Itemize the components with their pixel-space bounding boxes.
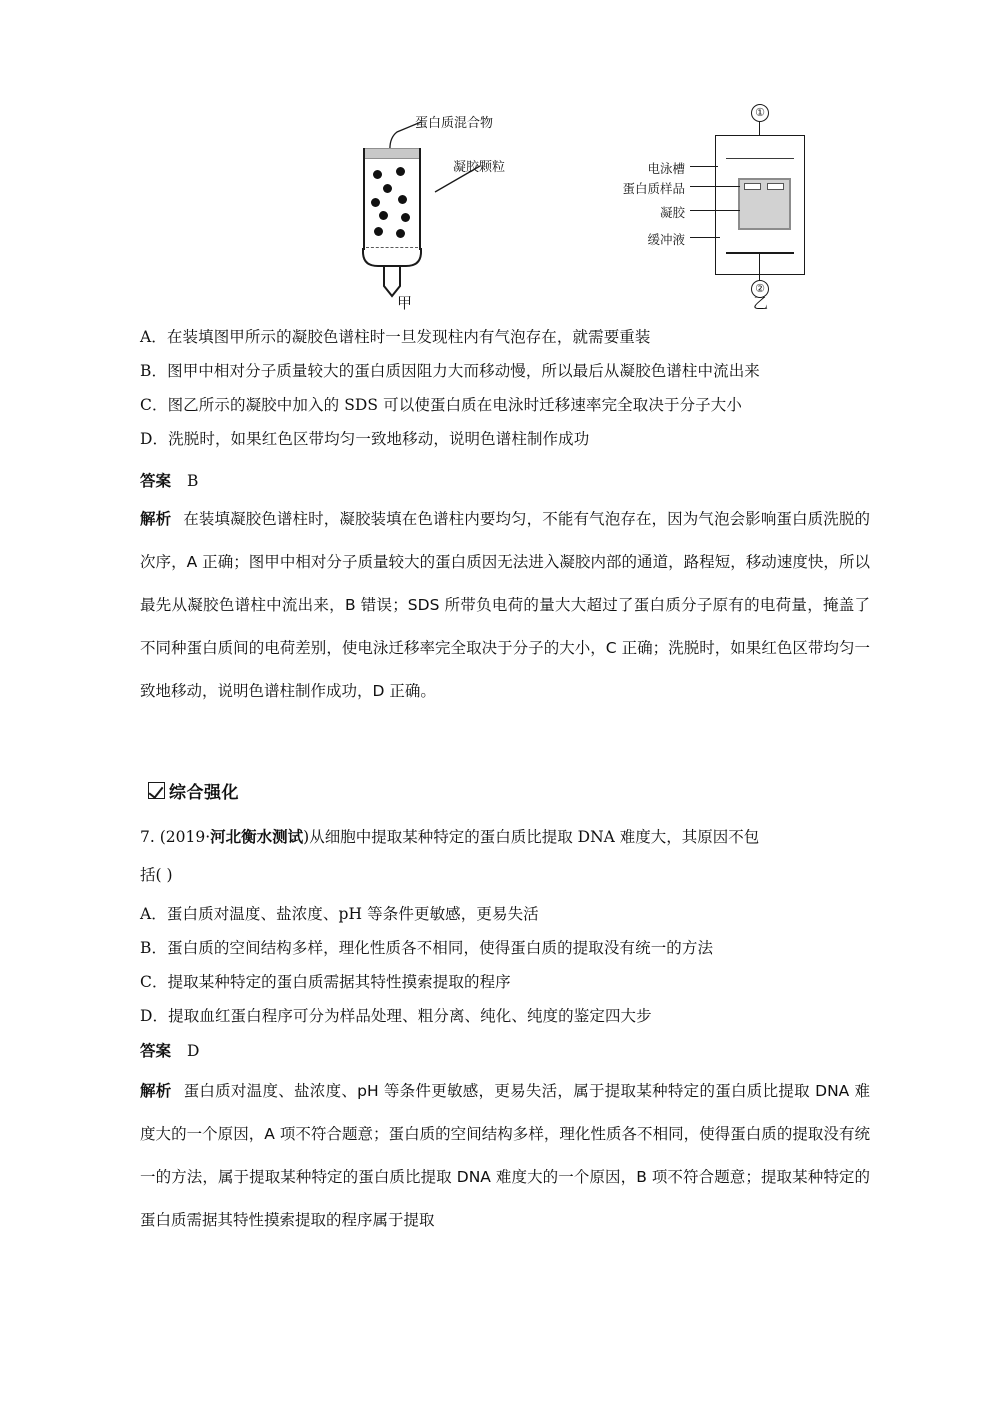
option-label-b: B．: [140, 362, 168, 380]
question7-stem-line2: 括( ): [140, 866, 173, 884]
analysis-label-q6: 解析: [140, 510, 172, 528]
option-text-b: 蛋白质的空间结构多样，理化性质各不相同，使得蛋白质的提取没有统一的方法: [167, 939, 714, 957]
section-title-text: 综合强化: [169, 783, 239, 803]
answer-label-q7: 答案: [140, 1042, 172, 1060]
label-gel: 凝胶: [659, 205, 685, 220]
section-header-comprehensive: [148, 778, 239, 803]
question6-analysis: [140, 498, 870, 713]
question7-stem: [140, 818, 870, 894]
option-row-d: [140, 999, 870, 1033]
electrode-terminal-2: ②: [751, 280, 769, 298]
checkbox-checked-icon: [148, 782, 165, 799]
option-text-a: 蛋白质对温度、盐浓度、pH 等条件更敏感，更易失活: [166, 905, 539, 923]
question6-options: [140, 320, 870, 456]
question7-analysis: [140, 1070, 870, 1242]
option-label-c: C．: [140, 973, 168, 991]
electrode-terminal-1: ①: [751, 104, 769, 122]
analysis-text-q6: 在装填凝胶色谱柱时，凝胶装填在色谱柱内要均匀，不能有气泡存在，因为气泡会影响蛋白质洗脱的次序，A 正确；图甲中相对分子质量较大的蛋白质因无法进入凝胶内部的通道，路程短，移动速度快，所以最先从凝胶色谱柱中流出来，B 错误；SDS 所带负电荷的量大大超过了蛋白质分子原有的电荷量，掩盖了不同种蛋白质间的电荷差别，使电泳迁移率完全取决于分子的大小，C 正确；洗脱时，如果红色区带均匀一致地移动，说明色谱柱制作成功，D 正确。: [140, 510, 870, 700]
question7-suffix: )从细胞中提取某种特定的蛋白质比提取 DNA 难度大，其原因不包: [303, 828, 760, 846]
option-row-b: [140, 354, 870, 388]
question7-number: 7.: [140, 828, 155, 846]
label-electrophoresis-tank: 电泳槽: [647, 161, 685, 176]
leader-line-tank: [690, 166, 718, 167]
sample-well: [744, 183, 761, 190]
analysis-text-q7: 蛋白质对温度、盐浓度、pH 等条件更敏感，更易失活，属于提取某种特定的蛋白质比提取 DNA 难度大的一个原因，A 项不符合题意；蛋白质的空间结构多样，理化性质各不相同，使得蛋白质的提取没有统一的方法，属于提取某种特定的蛋白质比提取 DNA 难度大的一个原因，B 项不符合题意；提取某种特定的蛋白质需据其特性摸索提取的程序属于提取: [140, 1082, 870, 1229]
figure-caption-jia: 甲: [397, 294, 413, 312]
leader-line-buffer: [690, 237, 720, 238]
answer-label-q6: 答案: [140, 472, 172, 490]
option-row-a: [140, 897, 870, 931]
label-buffer: 缓冲液: [647, 232, 685, 247]
answer-value-q6: B: [187, 472, 199, 490]
option-text-d: 洗脱时，如果红色区带均匀一致地移动，说明色谱柱制作成功: [168, 430, 590, 448]
electrode-plate-top: [726, 158, 794, 159]
question7-options: [140, 897, 870, 1033]
option-text-c: 图乙所示的凝胶中加入的 SDS 可以使蛋白质在电泳时迁移速率完全取决于分子大小: [167, 396, 742, 414]
option-row-c: [140, 388, 870, 422]
figure-gel-chromatography-column: [335, 100, 535, 320]
answer-value-q7: D: [187, 1042, 200, 1060]
option-text-a: 在装填图甲所示的凝胶色谱柱时一旦发现柱内有气泡存在，就需要重装: [166, 328, 651, 346]
question7-source: 河北衡水测试: [210, 828, 304, 846]
question7-stem-line1: [140, 818, 870, 856]
option-row-a: [140, 320, 870, 354]
option-label-d: D．: [140, 1007, 169, 1025]
option-label-d: D．: [140, 430, 169, 448]
question7-prefix: (2019·: [159, 828, 211, 846]
option-text-c: 提取某种特定的蛋白质需据其特性摸索提取的程序: [167, 973, 511, 991]
option-row-c: [140, 965, 870, 999]
figure-group: [140, 100, 870, 320]
option-label-b: B．: [140, 939, 168, 957]
electrode-plate-bottom: [726, 252, 794, 254]
question6-answer: [140, 462, 870, 500]
column-outlet: [335, 100, 535, 320]
leader-line-sample: [690, 186, 740, 187]
label-gel-beads: 凝胶颗粒: [453, 160, 506, 175]
analysis-label-q7: 解析: [140, 1082, 172, 1100]
option-text-d: 提取血红蛋白程序可分为样品处理、粗分离、纯化、纯度的鉴定四大步: [168, 1007, 652, 1025]
sample-well: [767, 183, 784, 190]
gel-slab: [738, 178, 791, 230]
option-label-a: A．: [140, 905, 167, 923]
electrode-lead-bottom: [759, 252, 760, 282]
question7-answer: [140, 1032, 870, 1070]
leader-line-gel: [690, 210, 740, 211]
figure-electrophoresis-tank: [510, 100, 850, 320]
option-row-d: [140, 422, 870, 456]
option-label-c: C．: [140, 396, 168, 414]
option-row-b: [140, 931, 870, 965]
figure-caption-yi: 乙: [753, 294, 769, 312]
label-protein-sample: 蛋白质样品: [622, 181, 685, 196]
option-text-b: 图甲中相对分子质量较大的蛋白质因阻力大而移动慢，所以最后从凝胶色谱柱中流出来: [167, 362, 760, 380]
option-label-a: A．: [140, 328, 167, 346]
label-protein-mixture: 蛋白质混合物: [415, 116, 494, 131]
